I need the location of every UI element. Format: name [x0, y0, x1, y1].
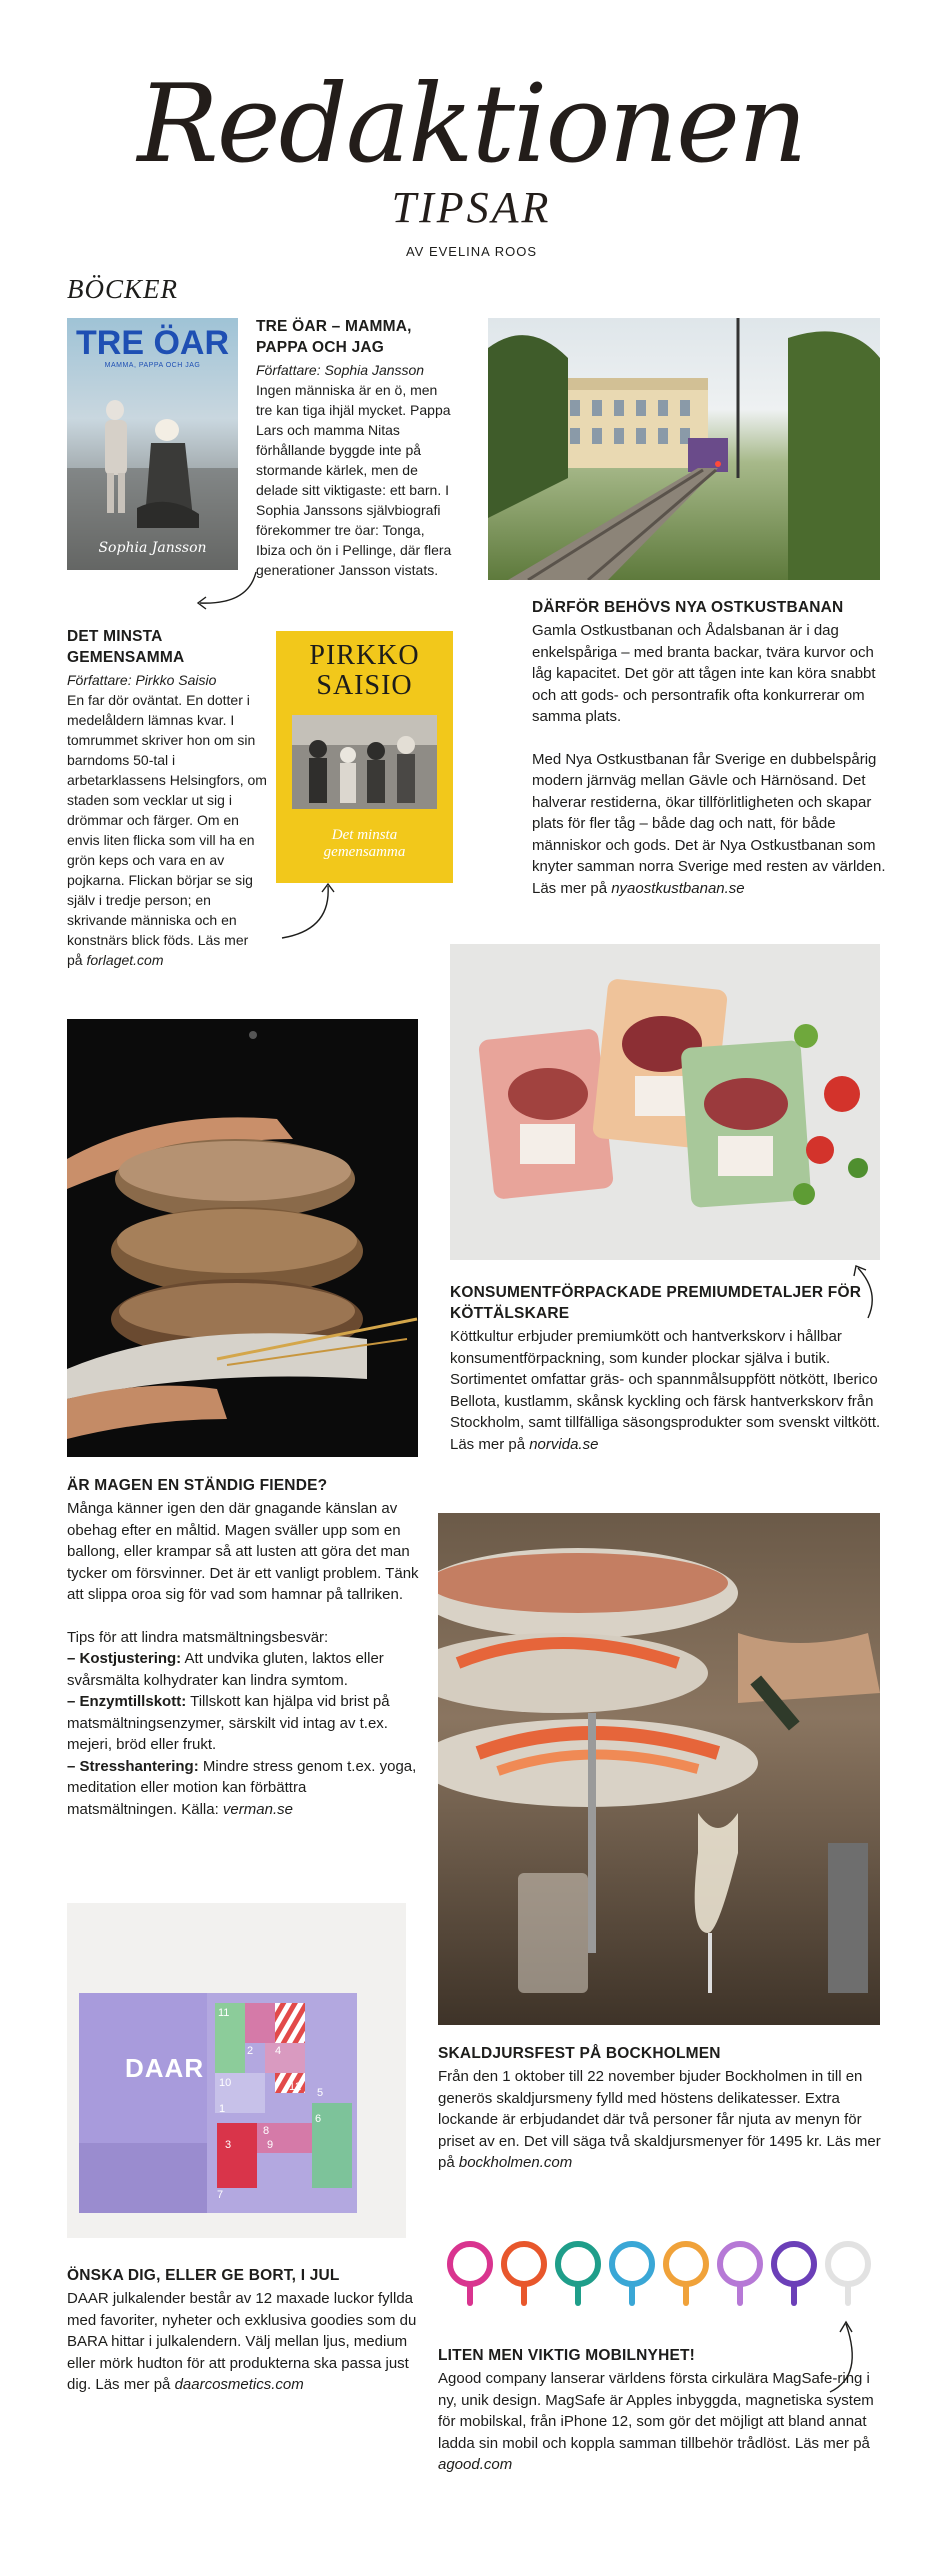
photo-advent-calendar [67, 1903, 406, 2238]
seafood-text: Från den 1 oktober till 22 november bjuder Bockholmen in till en generös skaldjursmeny fylld med höstens delikatesser. Extra lockande är erbjudandet där två personer får njuta av menyn för priset av en. Det vill säga två skaldjursmenyer för 1495 kr. Läs mer på [438, 2068, 881, 2171]
masthead-title: Redaktionen [137, 62, 806, 187]
photo-seafood [438, 1513, 880, 2025]
meat-link[interactable]: norvida.se [529, 1435, 599, 1453]
cover-author: PIRKKO SAISIO [309, 640, 420, 701]
stomach-p1: Många känner igen den där gnagande känslan av obehag efter en måltid. Magen sväller upp som en ballong, eller krampar så att lusten att göra det man tycker om försvinner. Det är ett vanligt problem. Tänk att slippa oroa sig för vad som hamnar på tallriken. [67, 1500, 419, 1603]
train-p1: Gamla Ostkustbanan och Ådalsbanan är i dag enkelspåriga – med branta backar, tvära kurvor och låg kapacitet. Det gör att tågen inte kan köra snabbt och att gods- och persontrafik ofta konkurrerar om samma plats. [532, 622, 876, 725]
door-number: 3 [225, 2139, 232, 2151]
mobile-article [438, 2345, 885, 2476]
photo-meat-packages [450, 944, 880, 1260]
magsafe-ring-icon [828, 2244, 868, 2306]
advent-brand-logo: DAAR [125, 2053, 205, 2083]
tip-label: – Kostjustering: [67, 1650, 182, 1667]
book2-text: En far dör oväntat. En dotter i medelåldern lämnas kvar. I tomrummet skriver hon om sin barndoms 50-tal i arbetarklassens Helsingfors, om staden som vecklar ut sig i drömmar och färger. Om en envis liten flicka som vill ha en grön keps och vara en av pojkarna. Flickan börjar se sig själv i tredje person; en skrivande människa och en konstnärs blick föds. Läs mer på [67, 692, 267, 968]
door-number: 9 [267, 2139, 274, 2151]
door-number: 10 [219, 2077, 232, 2089]
meat-scene [450, 944, 880, 1260]
magsafe-ring-icon [774, 2244, 814, 2306]
curved-arrow-icon [276, 880, 346, 950]
seafood-heading: SKALDJURSFEST PÅ BOCKHOLMEN [438, 2045, 721, 2062]
cover-author: Sophia Jansson [98, 540, 207, 556]
stomach-link[interactable]: verman.se [222, 1800, 293, 1818]
door-number: 1 [219, 2103, 226, 2115]
magsafe-ring-icon [666, 2244, 706, 2306]
book2-article [67, 626, 267, 970]
advent-article [67, 2265, 419, 2396]
book-cover-det-minsta-gemensamma [276, 631, 453, 883]
curved-arrow-icon [186, 570, 266, 620]
cover-photo [67, 318, 238, 570]
stomach-tip [67, 1648, 419, 1691]
door-number: 5 [317, 2087, 324, 2099]
train-scene [488, 318, 880, 580]
bread-scene [67, 1019, 418, 1457]
book1-text: Ingen människa är en ö, men tre kan tiga ihjäl mycket. Pappa Lars och mamma Nitas förhållande byggde inte på stormande kärlek, men de delade sitt viktigaste: ett barn. I Sophia Janssons självbiografi förekommer tre öar: Tonga, Ibiza och ön i Pellinge, där flera generationer Jansson vistats. [256, 382, 452, 578]
advent-heading: ÖNSKA DIG, ELLER GE BORT, I JUL [67, 2267, 340, 2284]
magsafe-ring-icon [450, 2244, 490, 2306]
tip-label: – Enzymtillskott: [67, 1693, 187, 1710]
stomach-tip [67, 1691, 419, 1756]
advent-scene [67, 1903, 406, 2238]
door-number: 7 [217, 2189, 224, 2201]
door-number: 2 [247, 2045, 254, 2057]
cover-subtitle: MAMMA, PAPPA OCH JAG [104, 362, 201, 369]
stomach-heading: ÄR MAGEN EN STÄNDIG FIENDE? [67, 1477, 328, 1494]
book1-article [256, 316, 456, 580]
mobile-text: Agood company lanserar världens första cirkulära MagSafe-ring i ny, unik design. MagSafe är Apples inbyggda, magnetiska system för mobilskal, från iPhone 12, som gör det möjligt att bland annat ladda sin mobil och koppla samman tillbehör trådlöst. Läs mer på [438, 2370, 874, 2452]
photo-bread-stack [67, 1019, 418, 1457]
masthead-subtitle: TIPSAR [391, 183, 552, 232]
magsafe-ring-icon [558, 2244, 598, 2306]
door-number: 8 [263, 2125, 270, 2137]
book-cover-tre-oar [67, 318, 238, 570]
magsafe-ring-icon [612, 2244, 652, 2306]
tip-label: – Stresshantering: [67, 1757, 199, 1775]
tip-text: Mindre stress genom t.ex. yoga, meditation eller motion kan förbättra matsmältningen. Källa: [67, 1757, 417, 1818]
book2-link[interactable]: forlaget.com [86, 952, 164, 968]
door-number: 4 [275, 2045, 282, 2057]
meat-text: Köttkultur erbjuder premiumkött och hantverkskorv i hållbar konsumentförpackning, som kunder plockar själva i butik. Sortimentet omfattar gräs- och spannmålsuppfött nötkött, Iberico Bellota, kustlamm, skånsk kyckling och färsk hantverkskorv från Stockholm, samt tillfälliga säsongsprodukter som svenskt viltkött. Läs mer på [450, 1328, 881, 1453]
stomach-tips-intro: Tips för att lindra matsmältningsbesvär: [67, 1628, 329, 1646]
door-number: 6 [315, 2113, 322, 2125]
seafood-scene [438, 1513, 880, 2025]
book1-author: Författare: Sophia Jansson [256, 362, 425, 378]
mobile-link[interactable]: agood.com [438, 2456, 513, 2473]
seafood-article [438, 2043, 885, 2174]
train-link[interactable]: nyaostkustbanan.se [611, 879, 745, 897]
train-article [532, 597, 887, 899]
door-number: 11 [218, 2007, 230, 2019]
cover-title: TRE ÖAR [76, 324, 229, 362]
train-heading: DÄRFÖR BEHÖVS NYA OSTKUSTBANAN [532, 599, 844, 616]
book1-heading: TRE ÖAR – MAMMA, PAPPA OCH JAG [256, 318, 412, 356]
photo-train [488, 318, 880, 580]
book2-heading: DET MINSTA GEMENSAMMA [67, 628, 185, 666]
book2-author: Författare: Pirkko Saisio [67, 672, 217, 688]
advent-link[interactable]: daarcosmetics.com [174, 2376, 304, 2393]
stomach-article [67, 1475, 419, 1820]
tip-text: Tillskott kan hjälpa vid brist på matsmältningsenzymer, särskilt vid intag av t.ex. mejeri, bröd eller frukt. [67, 1693, 390, 1753]
magsafe-rings-image [442, 2238, 882, 2328]
magsafe-ring-icon [504, 2244, 544, 2306]
advent-text: DAAR julkalender består av 12 maxade luckor fyllda med favoriter, nyheter och exklusiva goodies som du BARA hittar i julkalendern. Välj mellan ljus, medium eller mörk hudton för att produkterna ska passa just dig. Läs mer på [67, 2290, 417, 2393]
meat-article [450, 1282, 885, 1455]
stomach-tip [67, 1756, 419, 1821]
magsafe-ring-icon [720, 2244, 760, 2306]
seafood-link[interactable]: bockholmen.com [458, 2154, 573, 2171]
tip-text: Att undvika gluten, laktos eller svårsmälta kolhydrater kan lindra symtom. [67, 1650, 384, 1689]
train-p2: Med Nya Ostkustbanan får Sverige en dubbelspårig modern järnväg mellan Gävle och Härnösand. Det halverar restiderna, ökar tillförlitligheten och skapar plats för fler tåg – både dag och natt, för både människor och gods. Det är Nya Ostkustbanan som knyter samman norra Sverige med resten av världen. Läs mer på [532, 750, 886, 897]
byline: AV EVELINA ROOS [405, 244, 538, 259]
section-heading-books: BÖCKER [67, 274, 178, 304]
door-number: 12 [289, 2081, 302, 2093]
cover-title: Det minsta gemensamma [323, 827, 406, 860]
meat-heading: KONSUMENTFÖRPACKADE PREMIUMDETALJER FÖR KÖTTÄLSKARE [450, 1284, 862, 1322]
mobile-heading: LITEN MEN VIKTIG MOBILNYHET! [438, 2347, 696, 2364]
